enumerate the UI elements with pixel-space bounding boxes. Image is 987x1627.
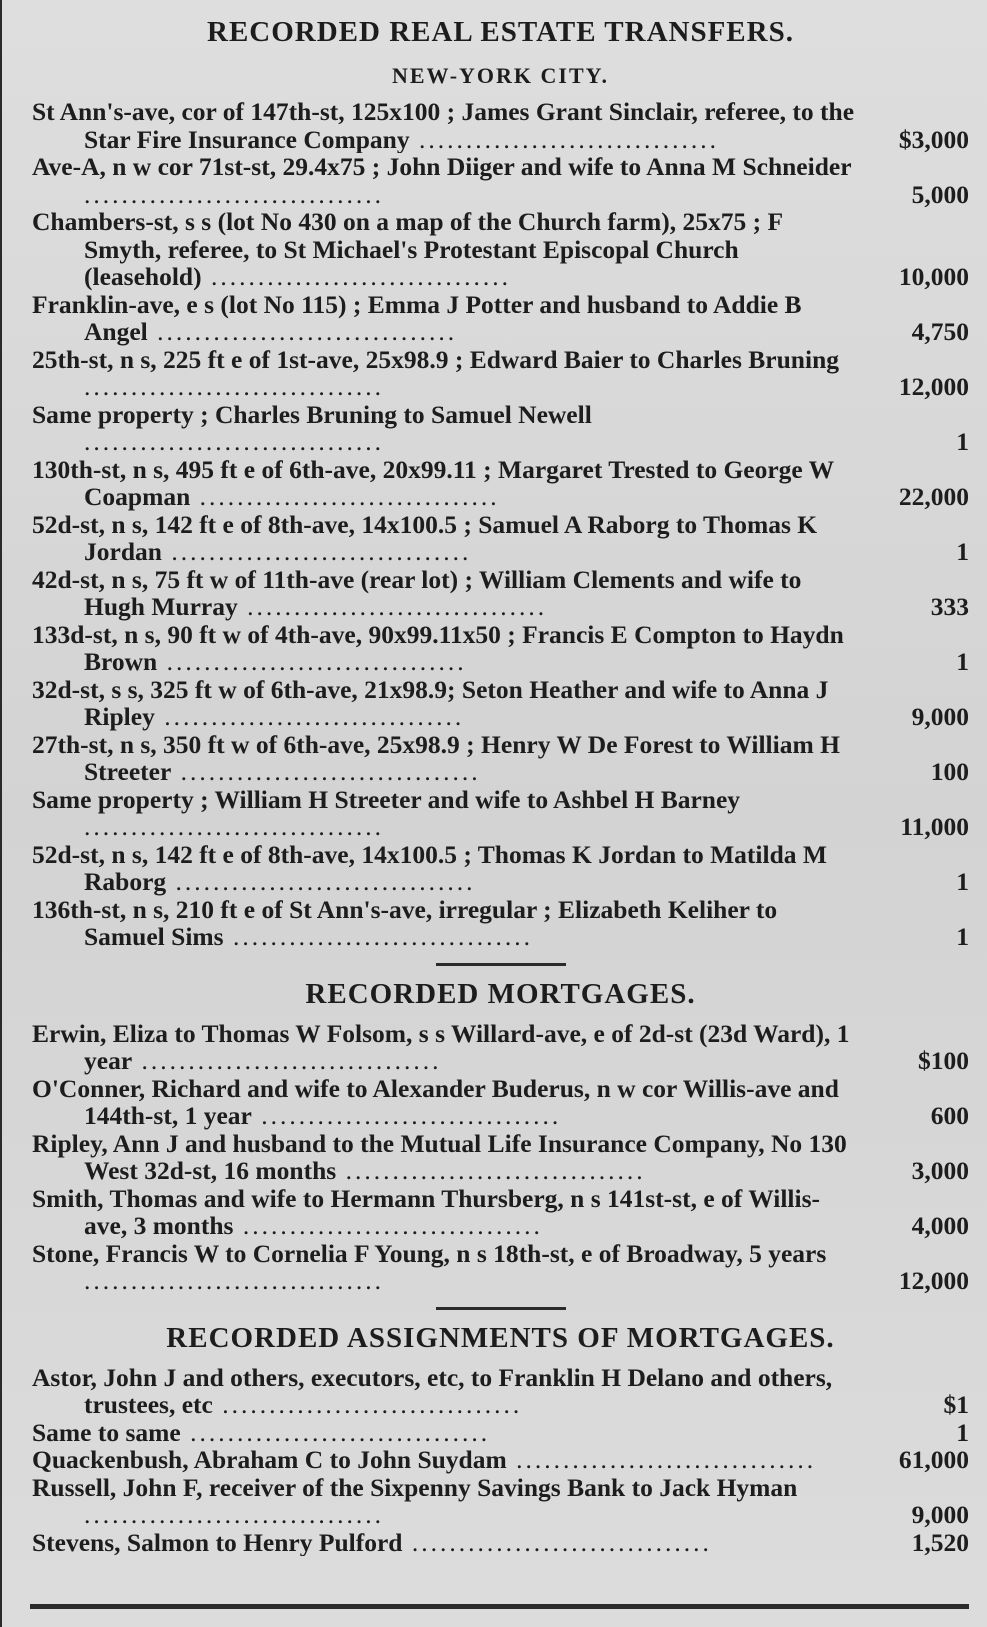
entry-amount: 22,000 bbox=[898, 482, 969, 511]
entry-amount: 11,000 bbox=[900, 812, 969, 841]
entry-amount: 1 bbox=[956, 647, 969, 676]
entry-description: St Ann's-ave, cor of 147th-st, 125x100 ; James Grant Sinclair, referee, to the Star Fire Insurance Company ..... bbox=[32, 98, 862, 153]
transfers-subheading: NEW-YORK CITY. bbox=[391, 63, 610, 88]
entry-amount: 9,000 bbox=[911, 1500, 969, 1529]
list-item bbox=[32, 1364, 969, 1419]
list-item bbox=[32, 1474, 969, 1529]
entry-description: 52d-st, n s, 142 ft e of 8th-ave, 14x100.5 ; Samuel A Raborg to Thomas K Jordan ..... bbox=[32, 511, 862, 566]
list-item bbox=[32, 1075, 969, 1130]
entry-amount: 4,000 bbox=[911, 1211, 969, 1240]
entry-description: 52d-st, n s, 142 ft e of 8th-ave, 14x100.5 ; Thomas K Jordan to Matilda M Raborg ..... bbox=[32, 841, 862, 896]
entry-amount: 10,000 bbox=[898, 262, 969, 291]
entry-description: Ripley, Ann J and husband to the Mutual Life Insurance Company, No 130 West 32d-st, 16 months ..... bbox=[32, 1130, 862, 1185]
entry-description: Erwin, Eliza to Thomas W Folsom, s s Willard-ave, e of 2d-st (23d Ward), 1 year ..... bbox=[32, 1020, 862, 1075]
entry-amount: 1 bbox=[956, 537, 969, 566]
entry-amount: 100 bbox=[930, 757, 969, 786]
entry-amount: 4,750 bbox=[911, 317, 969, 346]
entry-amount: 1 bbox=[956, 867, 969, 896]
list-item bbox=[32, 566, 969, 621]
entry-description: Quackenbush, Abraham C to John Suydam ..... bbox=[32, 1446, 862, 1474]
assignments-heading: RECORDED ASSIGNMENTS OF MORTGAGES. bbox=[166, 1321, 835, 1354]
entry-amount: 1 bbox=[956, 1417, 969, 1447]
mortgages-list bbox=[32, 1020, 969, 1295]
entry-description: Ave-A, n w cor 71st-st, 29.4x75 ; John Diiger and wife to Anna M Schneider ..... bbox=[32, 153, 862, 208]
list-item bbox=[32, 1240, 969, 1295]
entry-amount: 600 bbox=[930, 1101, 969, 1130]
list-item bbox=[32, 621, 969, 676]
entry-amount: 1,520 bbox=[911, 1527, 969, 1557]
list-item bbox=[32, 1185, 969, 1240]
entry-description: Stone, Francis W to Cornelia F Young, n s 18th-st, e of Broadway, 5 years ..... bbox=[32, 1240, 862, 1295]
entry-amount: 9,000 bbox=[911, 702, 969, 731]
entry-description: 27th-st, n s, 350 ft w of 6th-ave, 25x98.9 ; Henry W De Forest to William H Streeter ..... bbox=[32, 731, 862, 786]
list-item bbox=[32, 208, 969, 291]
section-divider bbox=[436, 963, 566, 966]
entry-description: Same to same ..... bbox=[32, 1419, 862, 1447]
list-item bbox=[32, 456, 969, 511]
entry-description: Russell, John F, receiver of the Sixpenny Savings Bank to Jack Hyman ..... bbox=[32, 1474, 862, 1529]
entry-amount: $1 bbox=[943, 1390, 969, 1419]
transfers-heading: RECORDED REAL ESTATE TRANSFERS. bbox=[207, 16, 794, 48]
entry-description: Chambers-st, s s (lot No 430 on a map of the Church farm), 25x75 ; F Smyth, referee, to St Michael's Protestant Episcopal Church (leasehold) ..... bbox=[32, 208, 862, 291]
transfers-list bbox=[32, 98, 969, 951]
entry-amount: $100 bbox=[918, 1046, 969, 1075]
mortgages-heading: RECORDED MORTGAGES. bbox=[305, 977, 696, 1010]
assignments-list bbox=[32, 1364, 969, 1557]
list-item bbox=[32, 841, 969, 896]
entry-description: Same property ; William H Streeter and wife to Ashbel H Barney ..... bbox=[32, 786, 862, 841]
list-item bbox=[32, 1419, 969, 1447]
column-end-rule bbox=[30, 1604, 969, 1609]
entry-amount: 12,000 bbox=[898, 372, 969, 401]
list-item bbox=[32, 1020, 969, 1075]
list-item bbox=[32, 731, 969, 786]
entry-description: 32d-st, s s, 325 ft w of 6th-ave, 21x98.9; Seton Heather and wife to Anna J Ripley ..... bbox=[32, 676, 862, 731]
entry-description: Smith, Thomas and wife to Hermann Thursberg, n s 141st-st, e of Willis-ave, 3 months ..... bbox=[32, 1185, 862, 1240]
list-item bbox=[32, 401, 969, 456]
list-item bbox=[32, 153, 969, 208]
list-item bbox=[32, 511, 969, 566]
entry-amount: 61,000 bbox=[898, 1445, 969, 1474]
entry-description: 136th-st, n s, 210 ft e of St Ann's-ave, irregular ; Elizabeth Keliher to Samuel Sims ..... bbox=[32, 896, 862, 951]
entry-amount: 333 bbox=[930, 592, 969, 621]
entry-amount: 1 bbox=[956, 922, 969, 951]
list-item bbox=[32, 291, 969, 346]
list-item bbox=[32, 1446, 969, 1474]
entry-description: Stevens, Salmon to Henry Pulford ..... bbox=[32, 1529, 862, 1557]
list-item bbox=[32, 676, 969, 731]
list-item bbox=[32, 786, 969, 841]
entry-description: Same property ; Charles Bruning to Samuel Newell ..... bbox=[32, 401, 862, 456]
list-item bbox=[32, 346, 969, 401]
entry-description: 133d-st, n s, 90 ft w of 4th-ave, 90x99.11x50 ; Francis E Compton to Haydn Brown ..... bbox=[32, 621, 862, 676]
entry-description: 130th-st, n s, 495 ft e of 6th-ave, 20x99.11 ; Margaret Trested to George W Coapman ..... bbox=[32, 456, 862, 511]
entry-amount: 5,000 bbox=[911, 179, 969, 209]
section-divider bbox=[436, 1307, 566, 1310]
entry-description: Franklin-ave, e s (lot No 115) ; Emma J Potter and husband to Addie B Angel ..... bbox=[32, 291, 862, 346]
entry-description: 25th-st, n s, 225 ft e of 1st-ave, 25x98.9 ; Edward Baier to Charles Bruning ..... bbox=[32, 346, 862, 401]
entry-amount: $3,000 bbox=[898, 124, 969, 154]
entry-description: O'Conner, Richard and wife to Alexander Buderus, n w cor Willis-ave and 144th-st, 1 year ..... bbox=[32, 1075, 862, 1130]
entry-description: Astor, John J and others, executors, etc, to Franklin H Delano and others, trustees, etc ..... bbox=[32, 1364, 862, 1419]
list-item bbox=[32, 98, 969, 153]
list-item bbox=[32, 1130, 969, 1185]
entry-description: 42d-st, n s, 75 ft w of 11th-ave (rear lot) ; William Clements and wife to Hugh Murray ..... bbox=[32, 566, 862, 621]
entry-amount: 1 bbox=[956, 427, 969, 456]
entry-amount: 12,000 bbox=[898, 1266, 969, 1295]
entry-amount: 3,000 bbox=[911, 1156, 969, 1185]
list-item bbox=[32, 1529, 969, 1557]
list-item bbox=[32, 896, 969, 951]
